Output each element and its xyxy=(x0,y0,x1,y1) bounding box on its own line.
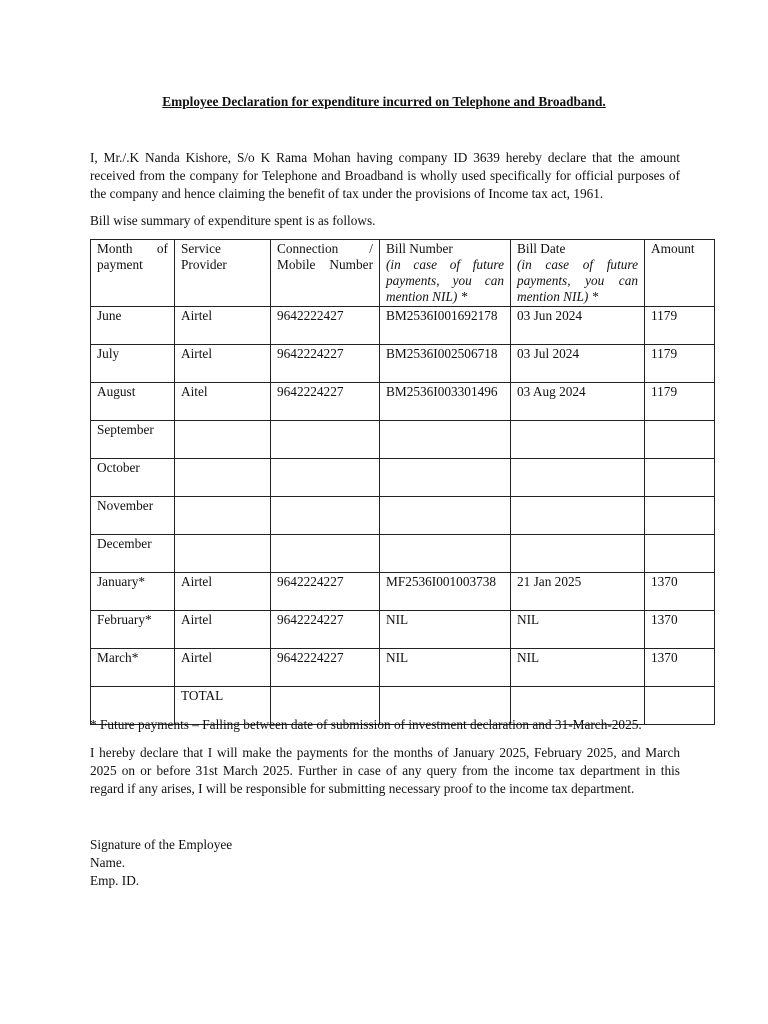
cell-connection: 9642224227 xyxy=(271,611,380,649)
cell-connection: 9642224227 xyxy=(271,345,380,383)
header-amount: Amount xyxy=(645,240,715,307)
cell-connection xyxy=(271,421,380,459)
table-header-row xyxy=(91,240,715,307)
cell-bill-number xyxy=(380,421,511,459)
table-row xyxy=(91,307,715,345)
table-row xyxy=(91,573,715,611)
cell-bill-number xyxy=(380,535,511,573)
cell-amount: 1179 xyxy=(645,345,715,383)
table-row xyxy=(91,421,715,459)
table-row xyxy=(91,345,715,383)
cell-connection: 9642224227 xyxy=(271,383,380,421)
cell-provider: Airtel xyxy=(175,611,271,649)
bill-summary-table xyxy=(90,239,715,725)
header-connection: Connection / Mobile Number xyxy=(271,240,380,307)
cell-amount: 1370 xyxy=(645,649,715,687)
cell-bill-date xyxy=(511,459,645,497)
future-payments-footnote: * Future payments – Falling between date of submission of investment declaration and 31-March-2025. xyxy=(90,717,642,732)
cell-amount xyxy=(645,421,715,459)
cell-month: December xyxy=(91,535,175,573)
cell-provider: Airtel xyxy=(175,307,271,345)
emp-id-line: Emp. ID. xyxy=(90,873,140,888)
cell-provider: Aitel xyxy=(175,383,271,421)
cell-amount: 1179 xyxy=(645,383,715,421)
cell-bill-date: NIL xyxy=(511,611,645,649)
cell-bill-number: BM2536I002506718 xyxy=(380,345,511,383)
cell-month: November xyxy=(91,497,175,535)
document-title: Employee Declaration for expenditure incurred on Telephone and Broadband. xyxy=(162,94,606,109)
header-month: Month of payment xyxy=(91,240,175,307)
cell-connection: 9642222427 xyxy=(271,307,380,345)
cell-connection: 9642224227 xyxy=(271,573,380,611)
cell-bill-date: 03 Jun 2024 xyxy=(511,307,645,345)
cell-month: September xyxy=(91,421,175,459)
cell-amount: 1179 xyxy=(645,307,715,345)
cell-amount xyxy=(645,497,715,535)
cell-amount xyxy=(645,459,715,497)
cell-bill-date: 03 Aug 2024 xyxy=(511,383,645,421)
summary-intro: Bill wise summary of expenditure spent is as follows. xyxy=(90,213,376,228)
cell-provider xyxy=(175,459,271,497)
cell-bill-number: NIL xyxy=(380,649,511,687)
cell-bill-date: NIL xyxy=(511,649,645,687)
cell-month: July xyxy=(91,345,175,383)
table-row xyxy=(91,383,715,421)
cell-bill-number xyxy=(380,459,511,497)
table-row xyxy=(91,497,715,535)
cell-month: March* xyxy=(91,649,175,687)
closing-paragraph: I hereby declare that I will make the payments for the months of January 2025, February 2025, and March 2025 on or before 31st March 2025. Further in case of any query from the income tax department in this regard if any arises, I will be responsible for submitting necessary proof to the income tax department. xyxy=(90,745,680,796)
header-bill-number-label: Bill Number xyxy=(386,241,453,256)
cell-amount: 1370 xyxy=(645,573,715,611)
cell-provider xyxy=(175,421,271,459)
cell-bill-number: NIL xyxy=(380,611,511,649)
cell-amount xyxy=(645,535,715,573)
cell-provider xyxy=(175,535,271,573)
cell-provider: Airtel xyxy=(175,649,271,687)
cell-month: February* xyxy=(91,611,175,649)
cell-provider: Airtel xyxy=(175,345,271,383)
cell-bill-date: 21 Jan 2025 xyxy=(511,573,645,611)
header-provider: Service Provider xyxy=(175,240,271,307)
cell-month: August xyxy=(91,383,175,421)
signature-line: Signature of the Employee xyxy=(90,837,233,852)
cell-month: June xyxy=(91,307,175,345)
header-bill-date-hint: (in case of future payments, you can mention NIL) * xyxy=(517,257,638,304)
total-label: TOTAL xyxy=(175,687,271,725)
header-bill-date xyxy=(511,240,645,307)
cell-bill-number xyxy=(380,497,511,535)
cell-connection xyxy=(271,535,380,573)
cell-bill-date xyxy=(511,497,645,535)
cell-bill-number: BM2536I003301496 xyxy=(380,383,511,421)
table-row xyxy=(91,459,715,497)
cell-month: January* xyxy=(91,573,175,611)
cell-connection xyxy=(271,497,380,535)
header-bill-date-label: Bill Date xyxy=(517,241,566,256)
cell-bill-number: BM2536I001692178 xyxy=(380,307,511,345)
cell-bill-date xyxy=(511,535,645,573)
table-row xyxy=(91,611,715,649)
cell-connection: 9642224227 xyxy=(271,649,380,687)
header-bill-number xyxy=(380,240,511,307)
cell-provider xyxy=(175,497,271,535)
declaration-paragraph: I, Mr./.K Nanda Kishore, S/o K Rama Mohan having company ID 3639 hereby declare that the amount received from the company for Telephone and Broadband is wholly used specifically for official purposes of the company and hence claiming the benefit of tax under the provisions of Income tax act, 1961. xyxy=(90,150,680,201)
cell-bill-number: MF2536I001003738 xyxy=(380,573,511,611)
table-row xyxy=(91,535,715,573)
cell-amount: 1370 xyxy=(645,611,715,649)
cell-provider: Airtel xyxy=(175,573,271,611)
cell-bill-date xyxy=(511,421,645,459)
cell-bill-date: 03 Jul 2024 xyxy=(511,345,645,383)
table-row xyxy=(91,649,715,687)
header-bill-number-hint: (in case of future payments, you can mention NIL) * xyxy=(386,257,504,304)
cell-month: October xyxy=(91,459,175,497)
name-line: Name. xyxy=(90,855,126,870)
cell-connection xyxy=(271,459,380,497)
